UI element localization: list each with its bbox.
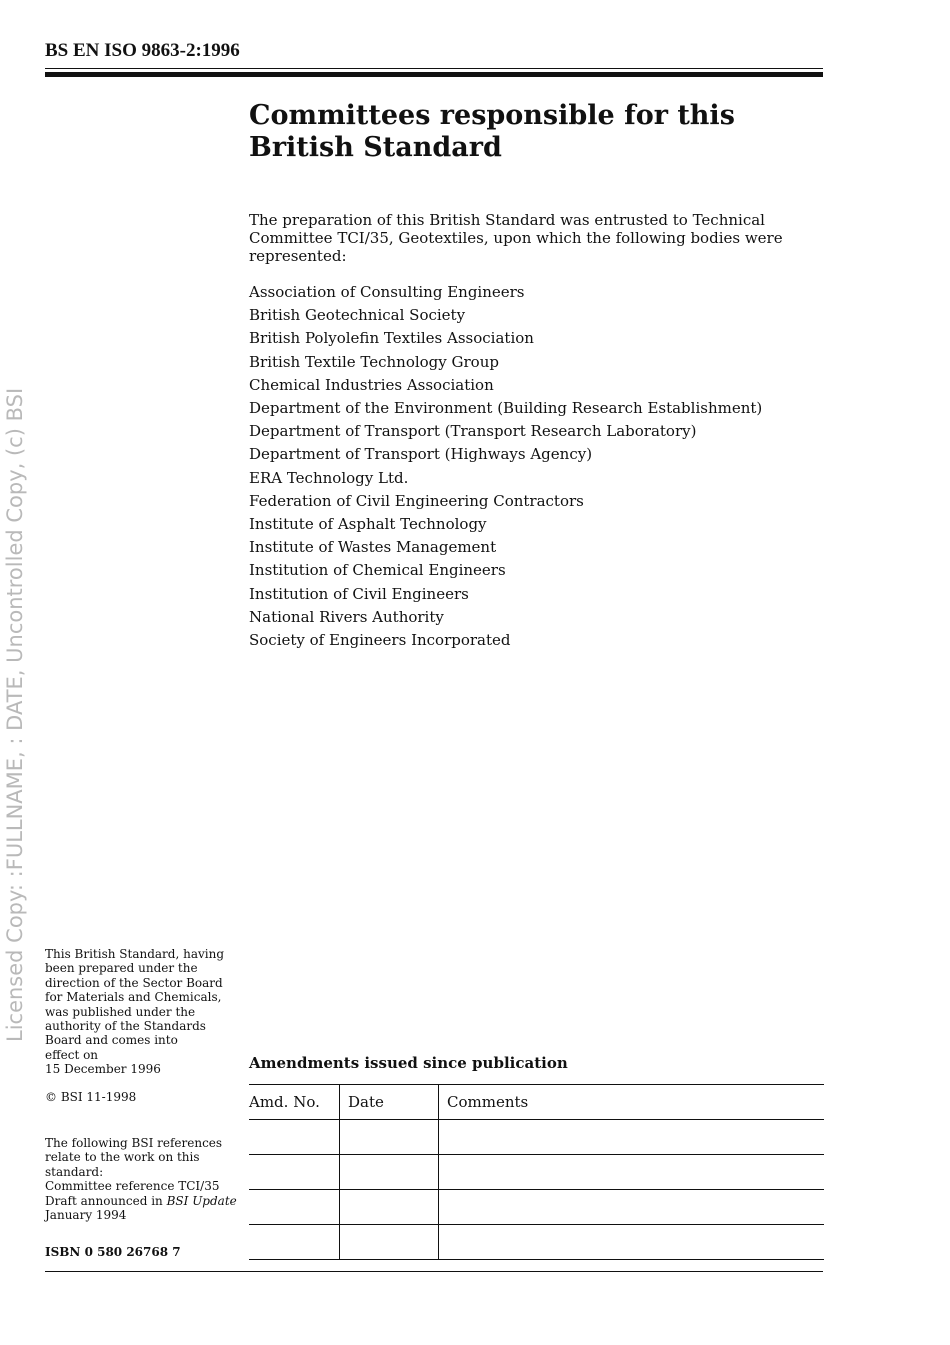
draft-date: January 1994 [45,1208,127,1223]
table-cell [249,1120,340,1155]
list-item: Institute of Wastes Management [249,538,497,557]
draft-prefix: Draft announced in [45,1193,167,1208]
publication-note-line: been prepared under the [45,961,198,976]
list-item: Chemical Industries Association [249,375,494,394]
list-item: Society of Engineers Incorporated [249,631,511,650]
list-item: Institution of Chemical Engineers [249,561,506,580]
represented-bodies-list [249,281,762,652]
document-code: BS EN ISO 9863-2:1996 [45,40,240,61]
table-cell [439,1225,825,1260]
list-item: Institution of Civil Engineers [249,584,469,603]
table-cell [439,1120,825,1155]
header-rule-thick [45,72,823,77]
references-line: The following BSI references [45,1136,223,1150]
page-title [249,100,809,164]
page-title-line-2: British Standard [249,132,502,163]
table-row [249,1120,824,1155]
table-cell [249,1190,340,1225]
isbn: ISBN 0 580 26768 7 [45,1245,181,1259]
table-cell [249,1155,340,1190]
list-item: British Geotechnical Society [249,306,466,325]
list-item: Federation of Civil Engineering Contractors [249,491,584,510]
table-cell [340,1190,439,1225]
table-cell [340,1225,439,1260]
list-item: Institute of Asphalt Technology [249,515,487,534]
references-line: relate to the work on this [45,1150,200,1165]
publication-note-line: authority of the Standards [45,1019,206,1034]
copyright-notice: © BSI 11-1998 [45,1090,137,1104]
table-cell [439,1190,825,1225]
list-item: National Rivers Authority [249,607,444,626]
publication-note [45,947,235,1077]
bsi-update-title: BSI Update [166,1193,237,1208]
intro-paragraph: The preparation of this British Standard was entrusted to Technical Committee TCI/35, Geotextiles, upon which the following bodies were represented: [249,211,783,265]
table-row [249,1225,824,1260]
table-cell [340,1155,439,1190]
list-item: Department of Transport (Highways Agency) [249,445,593,464]
list-item: ERA Technology Ltd. [249,468,409,487]
references-line: standard: [45,1164,104,1179]
list-item: Department of Transport (Transport Research Laboratory) [249,422,697,441]
page-title-line-1: Committees responsible for this [249,100,735,131]
publication-note-line: for Materials and Chemicals, [45,990,222,1005]
list-item: Department of the Environment (Building Research Establishment) [249,399,763,418]
publication-note-line: direction of the Sector Board [45,975,223,990]
table-row [249,1190,824,1225]
table-header-row [249,1085,824,1120]
list-item: Association of Consulting Engineers [249,283,525,301]
bsi-references [45,1136,240,1222]
header-rule-thin [45,68,823,69]
list-item: British Polyolefin Textiles Association [249,329,534,348]
column-header-comments: Comments [439,1085,825,1120]
column-header-amd-no: Amd. No. [249,1085,340,1120]
footer-rule [45,1271,823,1272]
publication-note-line: was published under the [45,1004,196,1019]
table-row [249,1155,824,1190]
publication-note-line: This British Standard, having [45,947,225,961]
publication-note-line: effect on [45,1047,99,1062]
list-item: British Textile Technology Group [249,352,499,371]
table-cell [249,1225,340,1260]
table-cell [439,1155,825,1190]
committee-reference: Committee reference TCI/35 [45,1179,220,1194]
amendments-table [249,1084,824,1260]
amendments-title: Amendments issued since publication [249,1054,568,1072]
publication-note-line: Board and comes into [45,1033,178,1048]
license-watermark: Licensed Copy: :FULLNAME, : DATE, Uncontrolled Copy, (c) BSI [3,387,27,1042]
table-cell [340,1120,439,1155]
publication-date: 15 December 1996 [45,1062,161,1077]
column-header-date: Date [340,1085,439,1120]
